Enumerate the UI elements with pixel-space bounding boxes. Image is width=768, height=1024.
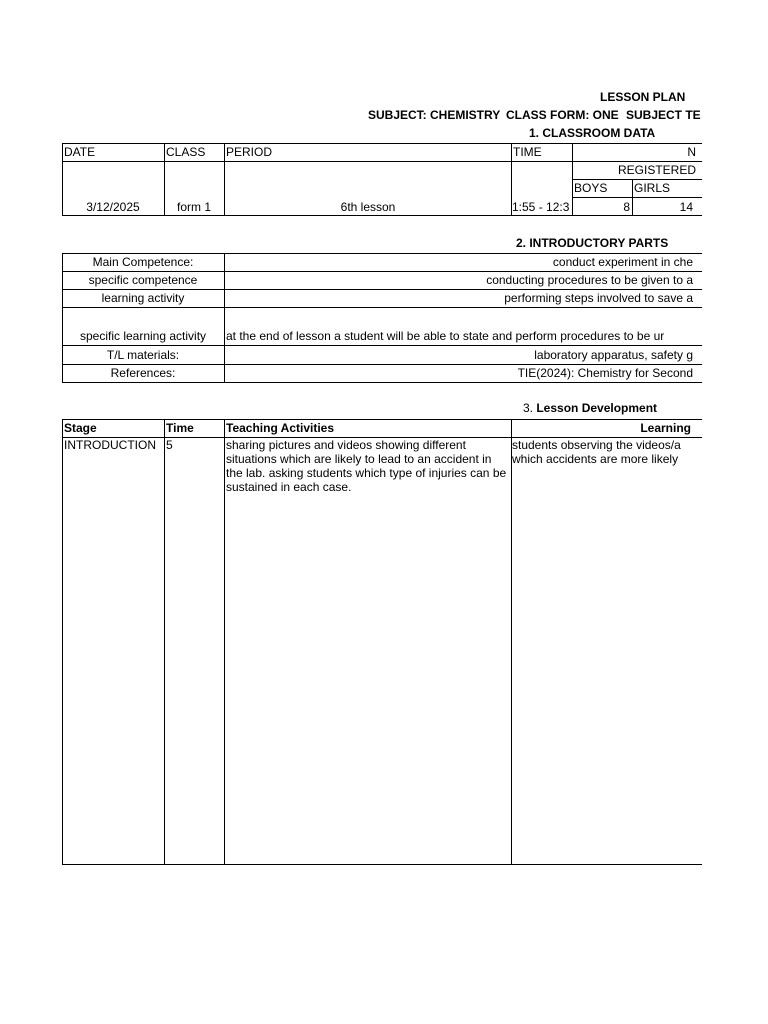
date-header: DATE	[64, 145, 96, 159]
girls-header: GIRLS	[634, 181, 671, 195]
boys-header: BOYS	[574, 181, 608, 195]
intro-value-references: TIE(2024): Chemistry for Second	[517, 366, 693, 380]
intro-value-specific-competence: conducting procedures to be given to a	[486, 273, 693, 287]
section-classroom-data: 1. CLASSROOM DATA	[529, 126, 656, 140]
section-lesson-development	[523, 401, 657, 415]
stage-value: INTRODUCTION	[64, 438, 156, 452]
stage-header: Stage	[64, 421, 97, 435]
section-introductory-parts: 2. INTRODUCTORY PARTS	[516, 236, 669, 250]
intro-label-references: References:	[110, 366, 176, 380]
intro-label-specific-learning-activity: specific learning activity	[79, 329, 207, 343]
time-value: 1:55 - 12:3	[512, 200, 570, 214]
intro-value-tl-materials: laboratory apparatus, safety g	[534, 348, 693, 362]
learning-activities-header: Learning	[640, 421, 691, 435]
intro-value-main-competence: conduct experiment in che	[552, 255, 693, 269]
period-value: 6th lesson	[340, 200, 396, 214]
time-col-header: Time	[166, 421, 194, 435]
time-col-value: 5	[166, 438, 173, 452]
intro-label-tl-materials: T/L materials:	[106, 348, 180, 362]
page-title: LESSON PLAN	[600, 90, 686, 104]
boys-value: 8	[623, 200, 630, 214]
time-header: TIME	[513, 145, 542, 159]
intro-label-specific-competence: specific competence	[88, 273, 198, 287]
learning-activities-line-1: students observing the videos/a	[512, 438, 681, 452]
registered-header: REGISTERED	[617, 163, 696, 177]
intro-label-learning-activity: learning activity	[101, 291, 185, 305]
intro-value-learning-activity: performing steps involved to save a	[504, 291, 693, 305]
learning-activities-line-2: which accidents are more likely	[512, 452, 679, 466]
class-form-label: CLASS FORM: ONE	[506, 108, 619, 122]
number-header: N	[687, 145, 696, 159]
subject-label: SUBJECT: CHEMISTRY	[368, 108, 501, 122]
teaching-activities-header: Teaching Activities	[226, 421, 335, 435]
class-value: form 1	[176, 200, 211, 214]
intro-value-specific-learning-activity: at the end of lesson a student will be able to state and perform procedures to be ur	[226, 329, 665, 343]
section-title: Lesson Development	[536, 401, 658, 415]
girls-value: 14	[679, 200, 693, 214]
date-value: 3/12/2025	[86, 200, 140, 214]
class-header: CLASS	[166, 145, 206, 159]
period-header: PERIOD	[226, 145, 273, 159]
subject-teacher-label: SUBJECT TE	[626, 108, 701, 122]
section-number: 3.	[523, 401, 537, 415]
intro-label-main-competence: Main Competence:	[92, 255, 194, 269]
teaching-activities-text: sharing pictures and videos showing different situations which are likely to lead to an accident in the lab. asking students which type of injuries can be sustained in each case.	[226, 438, 507, 494]
